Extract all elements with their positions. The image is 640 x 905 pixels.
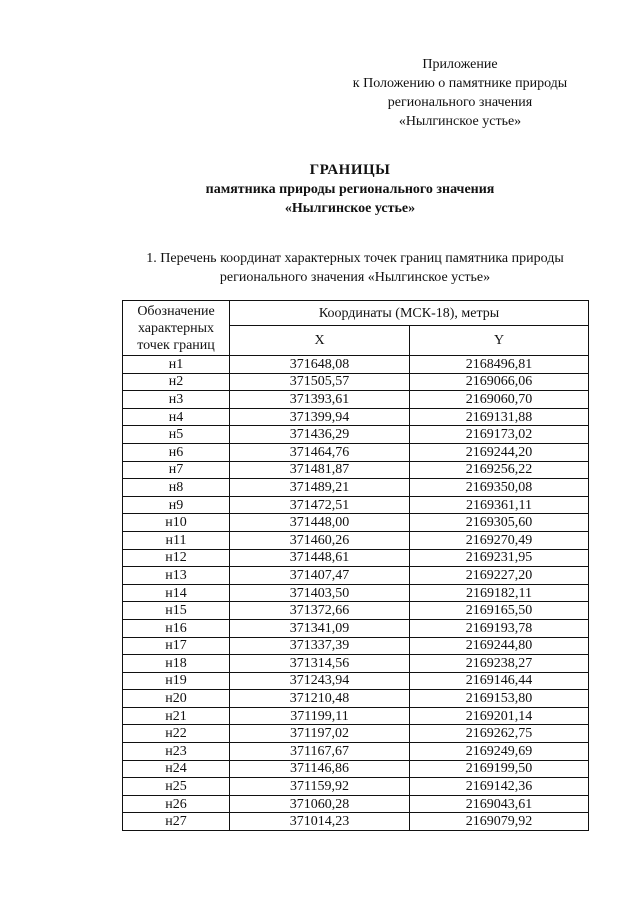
table-row: [123, 655, 589, 673]
table-row: [123, 356, 589, 374]
header-coordinates: Координаты (МСК-18), метры: [230, 301, 589, 326]
cell-x: 371210,48: [230, 690, 410, 708]
cell-x: 371460,26: [230, 531, 410, 549]
cell-y: 2169361,11: [410, 496, 589, 514]
header-point-designation: Обозначение характерных точек границ: [123, 301, 230, 356]
table-row: [123, 778, 589, 796]
table-row: [123, 496, 589, 514]
cell-point: н1: [123, 356, 230, 374]
table-row: [123, 725, 589, 743]
cell-x: 371436,29: [230, 426, 410, 444]
header-x: X: [230, 326, 410, 356]
cell-point: н2: [123, 373, 230, 391]
table-row: [123, 690, 589, 708]
cell-y: 2169193,78: [410, 619, 589, 637]
cell-y: 2169201,14: [410, 707, 589, 725]
table-row: [123, 619, 589, 637]
cell-y: 2169060,70: [410, 391, 589, 409]
table-row: [123, 584, 589, 602]
cell-x: 371372,66: [230, 602, 410, 620]
cell-x: 371014,23: [230, 813, 410, 831]
cell-point: н10: [123, 514, 230, 532]
cell-point: н22: [123, 725, 230, 743]
cell-x: 371403,50: [230, 584, 410, 602]
cell-x: 371146,86: [230, 760, 410, 778]
cell-point: н25: [123, 778, 230, 796]
cell-point: н5: [123, 426, 230, 444]
cell-y: 2169043,61: [410, 795, 589, 813]
table-row: [123, 567, 589, 585]
appendix-line: Приложение: [422, 57, 498, 72]
appendix-note: [300, 55, 620, 131]
cell-y: 2169262,75: [410, 725, 589, 743]
table-row: [123, 743, 589, 761]
cell-y: 2169182,11: [410, 584, 589, 602]
cell-point: н12: [123, 549, 230, 567]
cell-point: н20: [123, 690, 230, 708]
cell-point: н21: [123, 707, 230, 725]
table-row: [123, 408, 589, 426]
table-body: [123, 356, 589, 831]
cell-y: 2169165,50: [410, 602, 589, 620]
cell-point: н6: [123, 443, 230, 461]
table-row: [123, 637, 589, 655]
cell-point: н8: [123, 479, 230, 497]
cell-point: н3: [123, 391, 230, 409]
cell-point: н23: [123, 743, 230, 761]
table-row: [123, 461, 589, 479]
table-row: [123, 391, 589, 409]
appendix-line: «Нылгинское устье»: [398, 114, 522, 129]
cell-x: 371159,92: [230, 778, 410, 796]
cell-point: н11: [123, 531, 230, 549]
table-row: [123, 795, 589, 813]
cell-y: 2169350,08: [410, 479, 589, 497]
cell-point: н9: [123, 496, 230, 514]
table-row: [123, 672, 589, 690]
cell-x: 371464,76: [230, 443, 410, 461]
cell-x: 371199,11: [230, 707, 410, 725]
cell-y: 2169244,80: [410, 637, 589, 655]
cell-x: 371489,21: [230, 479, 410, 497]
cell-y: 2169305,60: [410, 514, 589, 532]
cell-y: 2169249,69: [410, 743, 589, 761]
cell-x: 371341,09: [230, 619, 410, 637]
coordinates-table: [122, 300, 589, 831]
table-row: [123, 602, 589, 620]
cell-point: н16: [123, 619, 230, 637]
table-row: [123, 514, 589, 532]
cell-point: н17: [123, 637, 230, 655]
cell-y: 2169256,22: [410, 461, 589, 479]
cell-point: н24: [123, 760, 230, 778]
cell-y: 2169066,06: [410, 373, 589, 391]
cell-x: 371314,56: [230, 655, 410, 673]
cell-y: 2168496,81: [410, 356, 589, 374]
cell-point: н18: [123, 655, 230, 673]
header-y: Y: [410, 326, 589, 356]
title-main: ГРАНИЦЫ: [309, 162, 391, 178]
table-row: [123, 531, 589, 549]
table-row: [123, 373, 589, 391]
cell-y: 2169244,20: [410, 443, 589, 461]
cell-x: 371167,67: [230, 743, 410, 761]
cell-y: 2169231,95: [410, 549, 589, 567]
cell-x: 371448,00: [230, 514, 410, 532]
appendix-line: к Положению о памятнике природы: [352, 76, 568, 91]
table-row: [123, 760, 589, 778]
table-row: [123, 479, 589, 497]
cell-point: н13: [123, 567, 230, 585]
cell-point: н7: [123, 461, 230, 479]
appendix-line: регионального значения: [387, 95, 533, 110]
cell-point: н14: [123, 584, 230, 602]
cell-x: 371505,57: [230, 373, 410, 391]
cell-y: 2169227,20: [410, 567, 589, 585]
cell-y: 2169199,50: [410, 760, 589, 778]
cell-x: 371060,28: [230, 795, 410, 813]
cell-x: 371243,94: [230, 672, 410, 690]
cell-x: 371448,61: [230, 549, 410, 567]
cell-x: 371407,47: [230, 567, 410, 585]
cell-y: 2169142,36: [410, 778, 589, 796]
cell-x: 371393,61: [230, 391, 410, 409]
section-heading-line-2: регионального значения «Нылгинское устье»: [219, 270, 491, 285]
cell-point: н26: [123, 795, 230, 813]
cell-x: 371472,51: [230, 496, 410, 514]
section-heading-line-1: 1. Перечень координат характерных точек границ памятника природы: [146, 251, 564, 266]
cell-y: 2169079,92: [410, 813, 589, 831]
document-title: [120, 160, 580, 218]
title-line-3: «Нылгинское устье»: [284, 201, 416, 216]
cell-point: н19: [123, 672, 230, 690]
cell-y: 2169270,49: [410, 531, 589, 549]
table-row: [123, 707, 589, 725]
cell-y: 2169238,27: [410, 655, 589, 673]
cell-y: 2169153,80: [410, 690, 589, 708]
table-row: [123, 549, 589, 567]
title-line-2: памятника природы регионального значения: [205, 182, 495, 197]
cell-x: 371197,02: [230, 725, 410, 743]
cell-point: н4: [123, 408, 230, 426]
cell-x: 371337,39: [230, 637, 410, 655]
cell-y: 2169146,44: [410, 672, 589, 690]
cell-y: 2169173,02: [410, 426, 589, 444]
cell-y: 2169131,88: [410, 408, 589, 426]
cell-x: 371481,87: [230, 461, 410, 479]
cell-point: н15: [123, 602, 230, 620]
cell-x: 371399,94: [230, 408, 410, 426]
table-row: [123, 813, 589, 831]
table-row: [123, 426, 589, 444]
cell-point: н27: [123, 813, 230, 831]
cell-x: 371648,08: [230, 356, 410, 374]
section-heading: [118, 249, 592, 287]
table-row: [123, 443, 589, 461]
